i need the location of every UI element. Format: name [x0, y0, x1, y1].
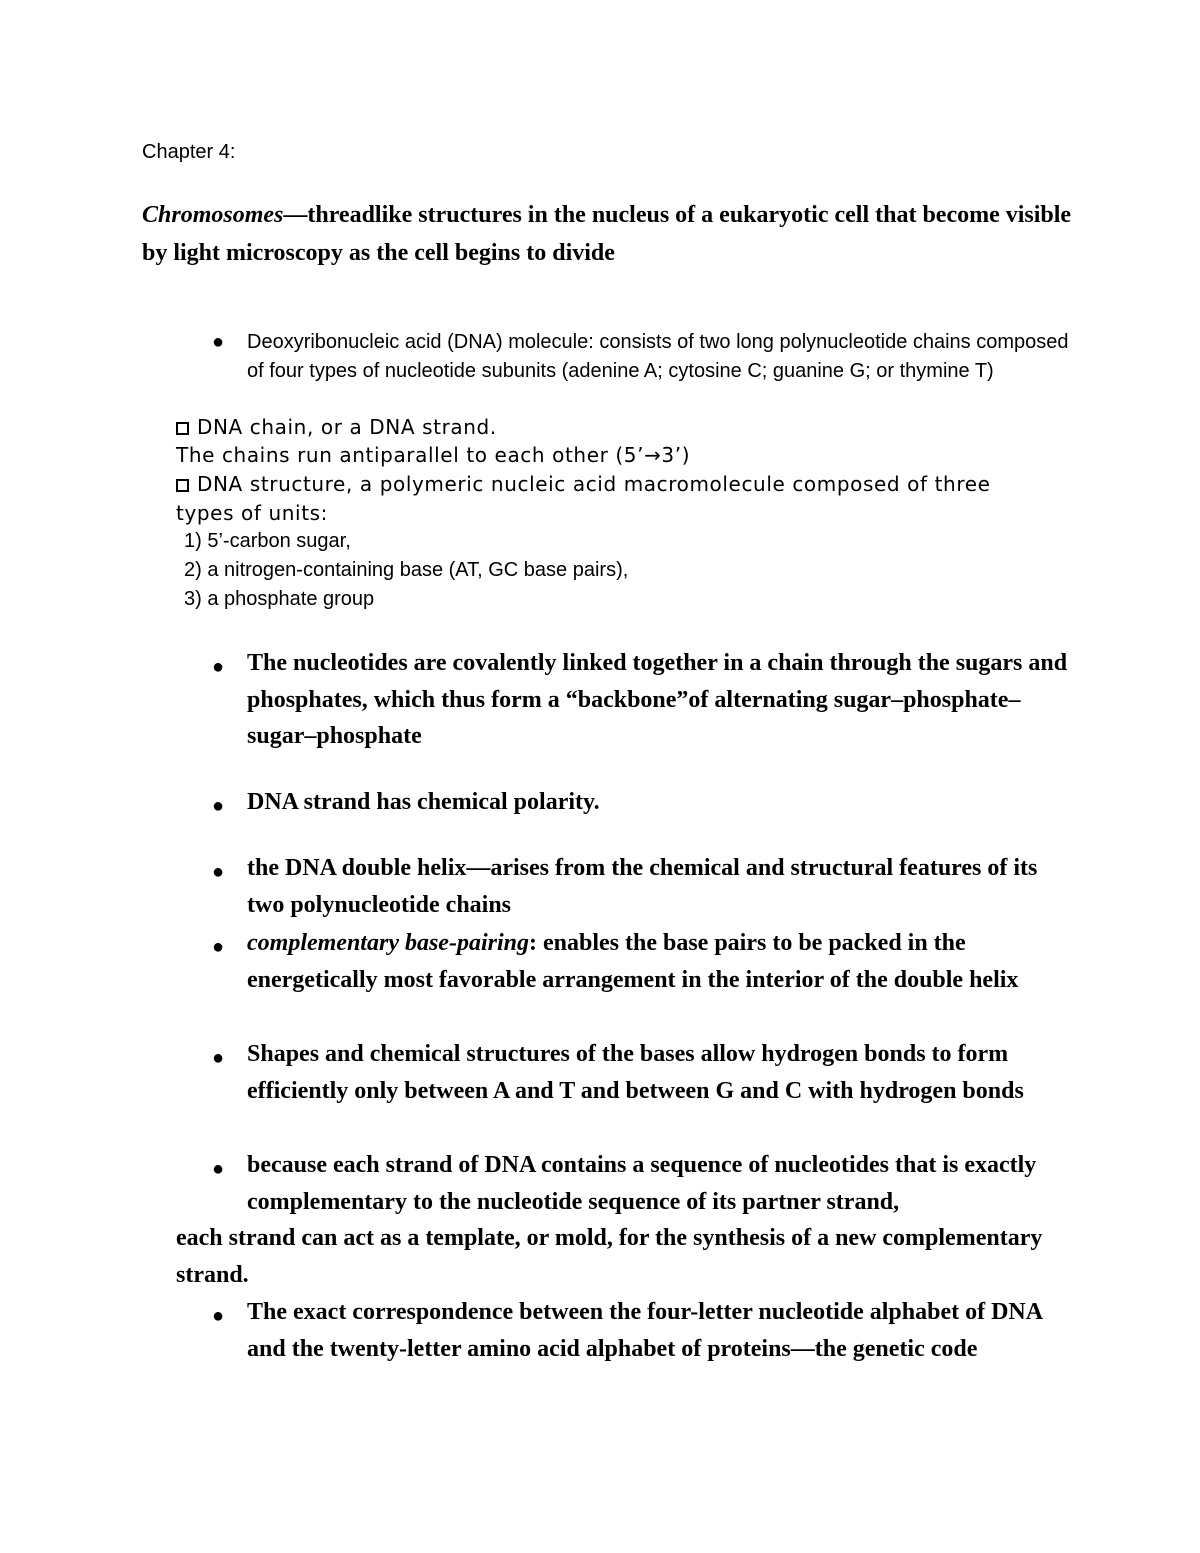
- term-complementary-base-pairing: complementary base-pairing: [247, 930, 529, 956]
- list-item-text: [247, 925, 1072, 998]
- list-item-double-helix: [212, 850, 1072, 923]
- list-item-complementary: [212, 925, 1072, 998]
- line-text: DNA structure, a polymeric nucleic acid macromolecule composed of three: [197, 472, 991, 496]
- list-item-text: The nucleotides are covalently linked together in a chain through the sugars and phosphates, which thus form a “backbone”of alternating sugar–phosphate–sugar–phosphate: [247, 650, 1068, 749]
- bullet-icon: ●: [212, 1047, 225, 1069]
- bullet-icon: ●: [212, 795, 225, 817]
- dna-structure-line-2: types of units:: [176, 501, 328, 525]
- term-chromosomes: Chromosomes: [142, 202, 284, 228]
- bullet-icon: ●: [212, 656, 225, 678]
- checkbox-line-dna-chain: [176, 415, 497, 439]
- bullet-icon: ●: [212, 861, 225, 883]
- template-continuation: each strand can act as a template, or mold, for the synthesis of a new complementary strand.: [176, 1225, 1043, 1288]
- list-item-backbone: [212, 645, 1072, 755]
- list-item-text: DNA strand has chemical polarity.: [247, 789, 600, 815]
- checkbox-square-icon: [176, 479, 189, 492]
- list-item-hydrogen-bonds: [212, 1036, 1072, 1109]
- list-item-polarity: [212, 784, 1072, 821]
- definition-text: —threadlike structures in the nucleus of a eukaryotic cell that become visible by light microscopy as the cell begins to divide: [142, 202, 1072, 266]
- list-item-dna-molecule: [212, 328, 1072, 385]
- chromosomes-definition: [142, 196, 1102, 272]
- list-item-text: the DNA double helix—arises from the chemical and structural features of its two polynucleotide chains: [247, 855, 1038, 918]
- list-item-genetic-code: [212, 1294, 1072, 1367]
- list-item-text: Deoxyribonucleic acid (DNA) molecule: consists of two long polynucleotide chains composed of four types of nucleotide subunits (adenine A; cytosine C; guanine G; or thymine T): [247, 331, 1069, 382]
- line-text: DNA chain, or a DNA strand.: [197, 415, 497, 439]
- list-item-text: Shapes and chemical structures of the bases allow hydrogen bonds to form efficiently only between A and T and between G and C with hydrogen bonds: [247, 1041, 1024, 1104]
- checkbox-square-icon: [176, 422, 189, 435]
- list-item-text: because each strand of DNA contains a sequence of nucleotides that is exactly complementary to the nucleotide sequence of its partner strand,: [247, 1152, 1037, 1215]
- antiparallel-line: The chains run antiparallel to each other (5’→3’): [176, 443, 691, 467]
- unit-item-3: 3) a phosphate group: [184, 588, 375, 610]
- bullet-icon: ●: [212, 331, 225, 353]
- bullet-icon: ●: [212, 1158, 225, 1180]
- list-item-text: The exact correspondence between the four-letter nucleotide alphabet of DNA and the twenty-letter amino acid alphabet of proteins—the genetic code: [247, 1299, 1042, 1362]
- list-item-template: [212, 1147, 1072, 1220]
- chapter-label: Chapter 4:: [142, 141, 236, 163]
- complementary-text: : enables the base pairs to be packed in the energetically most favorable arrangement in the interior of the double helix: [247, 930, 1019, 993]
- bullet-icon: ●: [212, 936, 225, 958]
- unit-item-1: 1) 5’-carbon sugar,: [184, 530, 351, 552]
- bullet-icon: ●: [212, 1305, 225, 1327]
- checkbox-line-dna-structure: [176, 472, 991, 496]
- unit-item-2: 2) a nitrogen-containing base (AT, GC base pairs),: [184, 559, 629, 581]
